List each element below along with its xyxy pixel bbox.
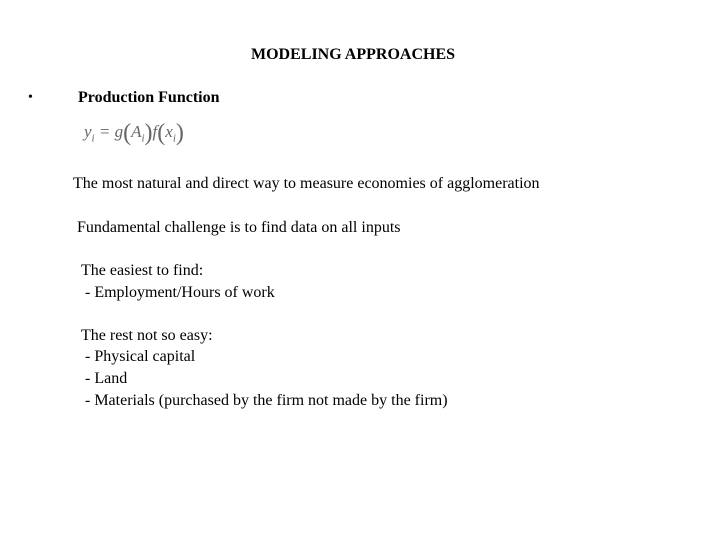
- formula-x: x: [165, 122, 173, 141]
- formula-sub: i: [141, 132, 145, 145]
- formula-paren: ): [175, 120, 184, 146]
- slide-title: MODELING APPROACHES: [251, 46, 456, 63]
- formula-y: y: [84, 122, 92, 141]
- formula-sub: i: [91, 132, 95, 145]
- formula-a: A: [131, 122, 142, 141]
- text-line: - Physical capital: [81, 348, 196, 365]
- text-line: - Land: [81, 370, 128, 387]
- formula-paren: (: [123, 120, 132, 146]
- bullet-heading: Production Function: [78, 89, 220, 106]
- formula-paren: ): [144, 120, 153, 146]
- production-function-formula: [84, 120, 184, 147]
- formula-f: f: [152, 122, 158, 141]
- formula-sub: i: [172, 132, 176, 145]
- formula-g: = g: [94, 122, 124, 141]
- text-line: The easiest to find:: [81, 262, 204, 279]
- formula-paren: (: [157, 120, 166, 146]
- bullet-icon: •: [28, 90, 33, 105]
- text-line: Fundamental challenge is to find data on all inputs: [77, 219, 401, 236]
- text-line: - Employment/Hours of work: [81, 284, 275, 301]
- text-line: The most natural and direct way to measure economies of agglomeration: [73, 175, 540, 192]
- text-line: - Materials (purchased by the firm not made by the firm): [81, 392, 448, 409]
- text-line: The rest not so easy:: [81, 327, 213, 344]
